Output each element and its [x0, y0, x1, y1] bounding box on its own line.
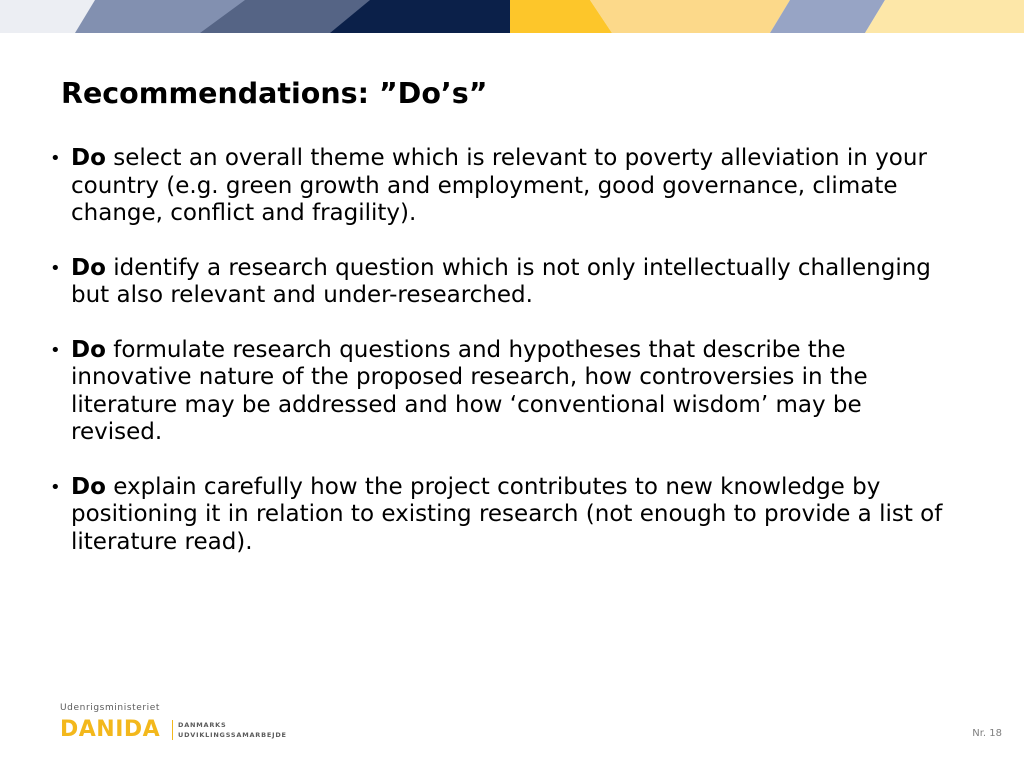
header-banner: [0, 0, 1024, 33]
banner-stripe-light-yellow: [865, 0, 1024, 33]
bullet-dot-icon: •: [50, 257, 61, 279]
logo-tagline-danmarks: DANMARKS: [178, 721, 227, 729]
bullet-text: formulate research questions and hypotheses that describe the innovative nature of the proposed research, how controversies in the literature may be addressed and how ‘conventional wisdom’ may be revised.: [71, 336, 868, 445]
banner-stripe-periwinkle: [770, 0, 885, 33]
bullet-text: identify a research question which is not only intellectually challenging but also relevant and under-researched.: [71, 254, 931, 308]
bullet-lead: Do: [71, 473, 106, 500]
bullet-dot-icon: •: [50, 148, 61, 169]
banner-stripe-pale-yellow: [590, 0, 790, 33]
slide-title: Recommendations: ”Do’s”: [61, 77, 488, 110]
bullet-lead: Do: [71, 145, 106, 171]
bullet-text: select an overall theme which is relevant to poverty alleviation in your country (e.g. green growth and employment, good governance, climate change, conflict and fragility).: [71, 145, 927, 226]
bullet-list: [50, 145, 950, 583]
logo-tagline-udviklingssamarbejde: UDVIKLINGSSAMARBEJDE: [178, 731, 287, 739]
bullet-dot-icon: •: [50, 476, 61, 498]
bullet-item: [50, 337, 950, 447]
bullet-lead: Do: [71, 336, 106, 363]
bullet-lead: Do: [71, 254, 106, 281]
bullet-dot-icon: •: [50, 339, 61, 361]
bullet-text: explain carefully how the project contributes to new knowledge by positioning it in relation to existing research (not enough to provide a list of literature read).: [71, 473, 943, 555]
logo-divider: [172, 720, 173, 740]
bullet-item: [50, 474, 950, 557]
slide-number: Nr. 18: [972, 728, 1002, 739]
ministry-name: Udenrigsministeriet: [60, 703, 161, 713]
bullet-item: [50, 145, 950, 228]
bullet-item: [50, 255, 950, 310]
danida-wordmark: DANIDA: [60, 717, 161, 742]
danida-logo: [60, 703, 300, 743]
